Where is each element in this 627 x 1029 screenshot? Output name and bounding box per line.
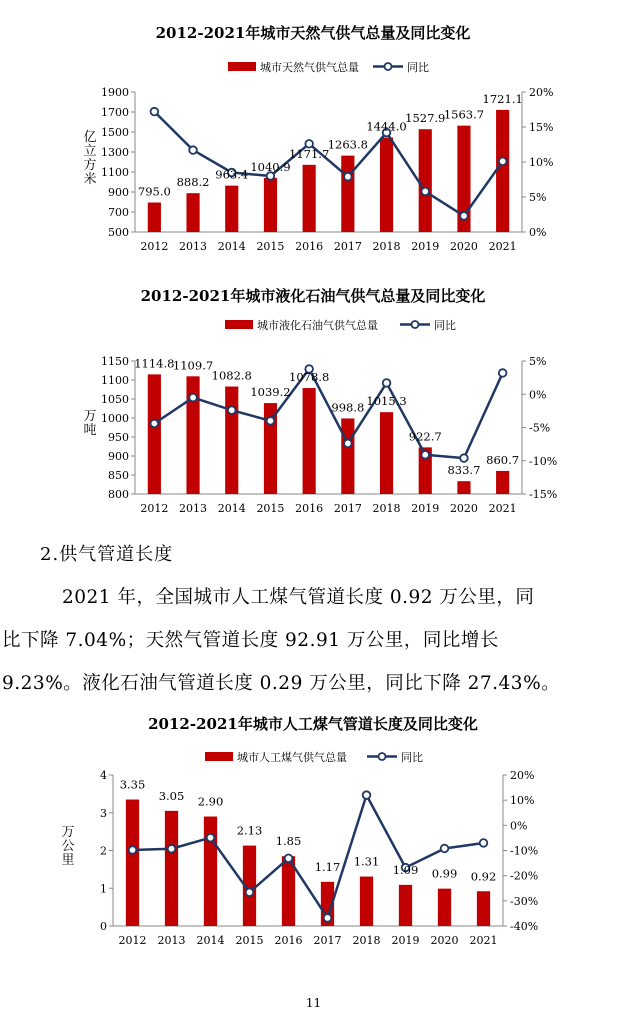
y-tick-label-right: 20% [529,86,554,99]
y-tick-label-left: 900 [108,186,129,199]
y-axis-label-char: 吨 [83,423,97,438]
y-axis-label-char: 万 [83,409,97,424]
bar-data-label: 1444.0 [366,119,407,134]
y-axis-label-char: 万 [61,825,75,840]
bar [303,388,316,494]
bar [264,178,277,232]
y-tick-label-left: 4 [100,769,107,782]
y-tick-label-right: -40% [510,920,539,933]
y-tick-label-right: -5% [529,421,551,435]
bar-data-label: 1721.1 [482,91,523,106]
bar-data-label: 963.4 [215,167,249,182]
bar-data-label: 1015.3 [366,394,407,409]
y-axis-label-char: 公 [61,839,75,854]
legend-bar-label: 城市人工煤气供气总量 [237,751,347,764]
x-tick-label: 2017 [313,934,342,947]
x-tick-label: 2020 [430,934,459,947]
yoy-point [441,845,449,853]
legend-bar-swatch [228,62,256,71]
chart-manufactured-gas-svg [0,705,627,960]
yoy-point [267,417,275,425]
bar-data-label: 3.35 [119,777,146,792]
x-tick-label: 2019 [391,934,420,947]
bar [399,885,412,926]
bar-data-label: 2.13 [236,823,263,838]
x-tick-label: 2015 [256,240,285,253]
yoy-line [154,112,502,216]
bar [380,412,393,494]
page-number: 11 [305,996,322,1010]
y-tick-label-right: 5% [529,355,547,368]
chart-title: 2012-2021年城市人工煤气管道长度及同比变化 [148,715,478,733]
paragraph-line-2: 比下降 7.04%；天然气管道长度 92.91 万公里，同比增长 [2,630,499,651]
x-tick-label: 2012 [140,502,169,515]
x-tick-label: 2019 [411,240,440,253]
bar-data-label: 1039.2 [250,385,291,400]
bar-data-label: 860.7 [486,452,520,467]
bar-data-label: 1.09 [392,862,419,877]
bar [457,481,470,494]
bar [148,203,161,233]
x-tick-label: 2013 [179,502,208,515]
y-tick-label-left: 1900 [101,86,129,99]
bar-data-label: 888.2 [176,175,210,190]
y-tick-label-left: 700 [108,206,129,219]
y-tick-label-left: 850 [108,469,129,482]
bar [225,186,238,232]
bar-data-label: 1.17 [314,859,341,874]
yoy-point [499,369,507,377]
yoy-point [421,451,429,459]
chart-lpg [0,275,627,530]
yoy-point [344,440,352,448]
legend-bar-label: 城市液化石油气供气总量 [257,319,378,332]
yoy-line [133,795,484,918]
x-tick-label: 2020 [449,240,478,253]
x-tick-label: 2015 [256,502,285,515]
legend-bar-swatch [205,752,233,761]
legend-line-label: 同比 [401,751,423,764]
bar [225,387,238,494]
x-tick-label: 2012 [140,240,169,253]
chart-natural-gas-svg [0,0,627,270]
y-tick-label-left: 950 [108,431,129,444]
y-tick-label-left: 3 [100,806,107,820]
bar-data-label: 2.90 [197,794,224,809]
y-axis-label-char: 立 [83,144,97,159]
y-tick-label-left: 1150 [101,355,129,368]
x-tick-label: 2014 [196,934,225,947]
chart-lpg-svg [0,275,627,530]
y-tick-label-right: 15% [529,121,554,134]
x-tick-label: 2018 [372,502,401,515]
x-tick-label: 2020 [449,502,478,515]
bar-data-label: 1109.7 [172,358,214,373]
y-tick-label-right: 10% [510,794,535,808]
x-tick-label: 2016 [295,240,324,253]
yoy-point [324,914,332,922]
legend-line-label: 同比 [434,319,456,332]
yoy-point [363,791,371,799]
x-tick-label: 2013 [157,934,186,947]
legend-bar-swatch [225,320,253,329]
x-tick-label: 2016 [295,502,324,515]
bar-data-label: 1.85 [275,834,302,849]
bar-data-label: 0.92 [470,869,497,884]
bar-data-label: 1040.9 [250,159,291,174]
yoy-point [460,454,468,462]
y-tick-label-left: 2 [100,844,107,858]
y-axis-label-char: 米 [83,172,97,187]
y-tick-label-left: 900 [108,450,129,463]
bar [341,418,354,494]
bar-data-label: 833.7 [447,463,481,478]
paragraph-line-1: 2021 年，全国城市人工煤气管道长度 0.92 万公里，同 [62,587,535,608]
y-tick-label-right: -15% [529,488,558,501]
legend-line-marker [412,321,419,328]
yoy-point [129,846,137,854]
bar-data-label: 1263.8 [327,137,368,152]
yoy-point [344,173,352,181]
yoy-point [480,839,488,847]
bar-data-label: 3.05 [158,788,185,803]
y-tick-label-left: 500 [108,226,129,239]
bar-data-label: 1563.7 [443,107,485,122]
bar-data-label: 1.31 [353,854,380,869]
chart-manufactured-gas [0,705,627,960]
bar [477,891,490,926]
bar [496,471,509,494]
yoy-point [168,845,176,853]
chart-title: 2012-2021年城市天然气供气总量及同比变化 [155,24,471,42]
y-tick-label-right: 5% [529,191,547,204]
y-tick-label-right: 10% [529,156,554,169]
x-tick-label: 2021 [488,502,517,515]
bar-data-label: 1114.8 [134,356,175,371]
y-tick-label-right: -10% [529,454,558,468]
yoy-point [151,108,159,116]
bar [419,129,432,232]
x-tick-label: 2012 [118,934,147,947]
paragraph-line-3: 9.23%。液化石油气管道长度 0.29 万公里，同比下降 27.43%。 [2,673,561,694]
y-tick-label-left: 1000 [101,412,129,425]
y-tick-label-left: 1100 [101,166,129,179]
y-tick-label-right: -30% [510,894,539,908]
bar [126,800,139,926]
legend-line-label: 同比 [407,61,429,74]
y-tick-label-left: 800 [108,488,129,501]
chart-natural-gas [0,0,627,270]
legend-line-marker [379,753,386,760]
y-tick-label-right: -20% [510,869,539,883]
x-tick-label: 2018 [372,240,401,253]
x-tick-label: 2019 [411,502,440,515]
bar [186,193,199,232]
bar-data-label: 922.7 [408,429,442,444]
y-tick-label-left: 1300 [101,146,129,159]
yoy-point [189,146,197,154]
y-tick-label-right: 20% [510,769,535,782]
y-tick-label-left: 1 [100,882,107,896]
y-axis-label-char: 里 [61,853,75,868]
yoy-point [499,158,507,166]
bar-data-label: 795.0 [137,184,171,199]
x-tick-label: 2013 [179,240,208,253]
x-tick-label: 2017 [333,240,362,253]
yoy-point [207,834,215,842]
bar-data-label: 1527.9 [405,111,446,126]
y-axis-label-char: 方 [83,158,97,173]
bar-data-label: 998.8 [331,400,365,415]
yoy-point [383,379,391,387]
bar [360,877,373,926]
bar [148,374,161,494]
yoy-point [285,855,293,863]
y-tick-label-right: -10% [510,844,539,858]
x-tick-label: 2017 [333,502,362,515]
y-tick-label-left: 1050 [101,393,129,406]
yoy-point [151,420,159,428]
yoy-point [189,394,197,402]
y-tick-label-left: 1700 [101,106,129,119]
section-heading: 2.供气管道长度 [40,544,174,565]
bar-data-label: 1082.8 [211,368,252,383]
y-tick-label-left: 1100 [101,374,129,387]
y-tick-label-right: 0% [529,388,547,402]
bar [165,811,178,926]
yoy-point [228,406,236,414]
bar [496,110,509,232]
x-tick-label: 2014 [217,502,246,515]
bar [380,138,393,232]
x-tick-label: 2021 [469,934,498,947]
bar-data-label: 1078.8 [289,370,330,385]
x-tick-label: 2016 [274,934,303,947]
y-tick-label-right: 0% [529,226,547,239]
bar [341,156,354,232]
y-tick-label-right: 0% [510,819,528,833]
y-tick-label-left: 1500 [101,126,129,139]
x-tick-label: 2018 [352,934,381,947]
bar [303,165,316,232]
x-tick-label: 2015 [235,934,264,947]
y-tick-label-left: 0 [100,920,107,933]
bar [204,817,217,926]
x-tick-label: 2021 [488,240,517,253]
yoy-point [246,888,254,896]
x-tick-label: 2014 [217,240,246,253]
bar-data-label: 0.99 [431,866,458,881]
legend-bar-label: 城市天然气供气总量 [260,61,359,74]
legend-line-marker [385,63,392,70]
yoy-point [460,212,468,220]
bar-data-label: 1171.7 [289,146,330,161]
bar [438,889,451,926]
y-axis-label-char: 亿 [83,130,97,145]
yoy-point [421,188,429,196]
chart-title: 2012-2021年城市液化石油气供气总量及同比变化 [140,287,486,305]
